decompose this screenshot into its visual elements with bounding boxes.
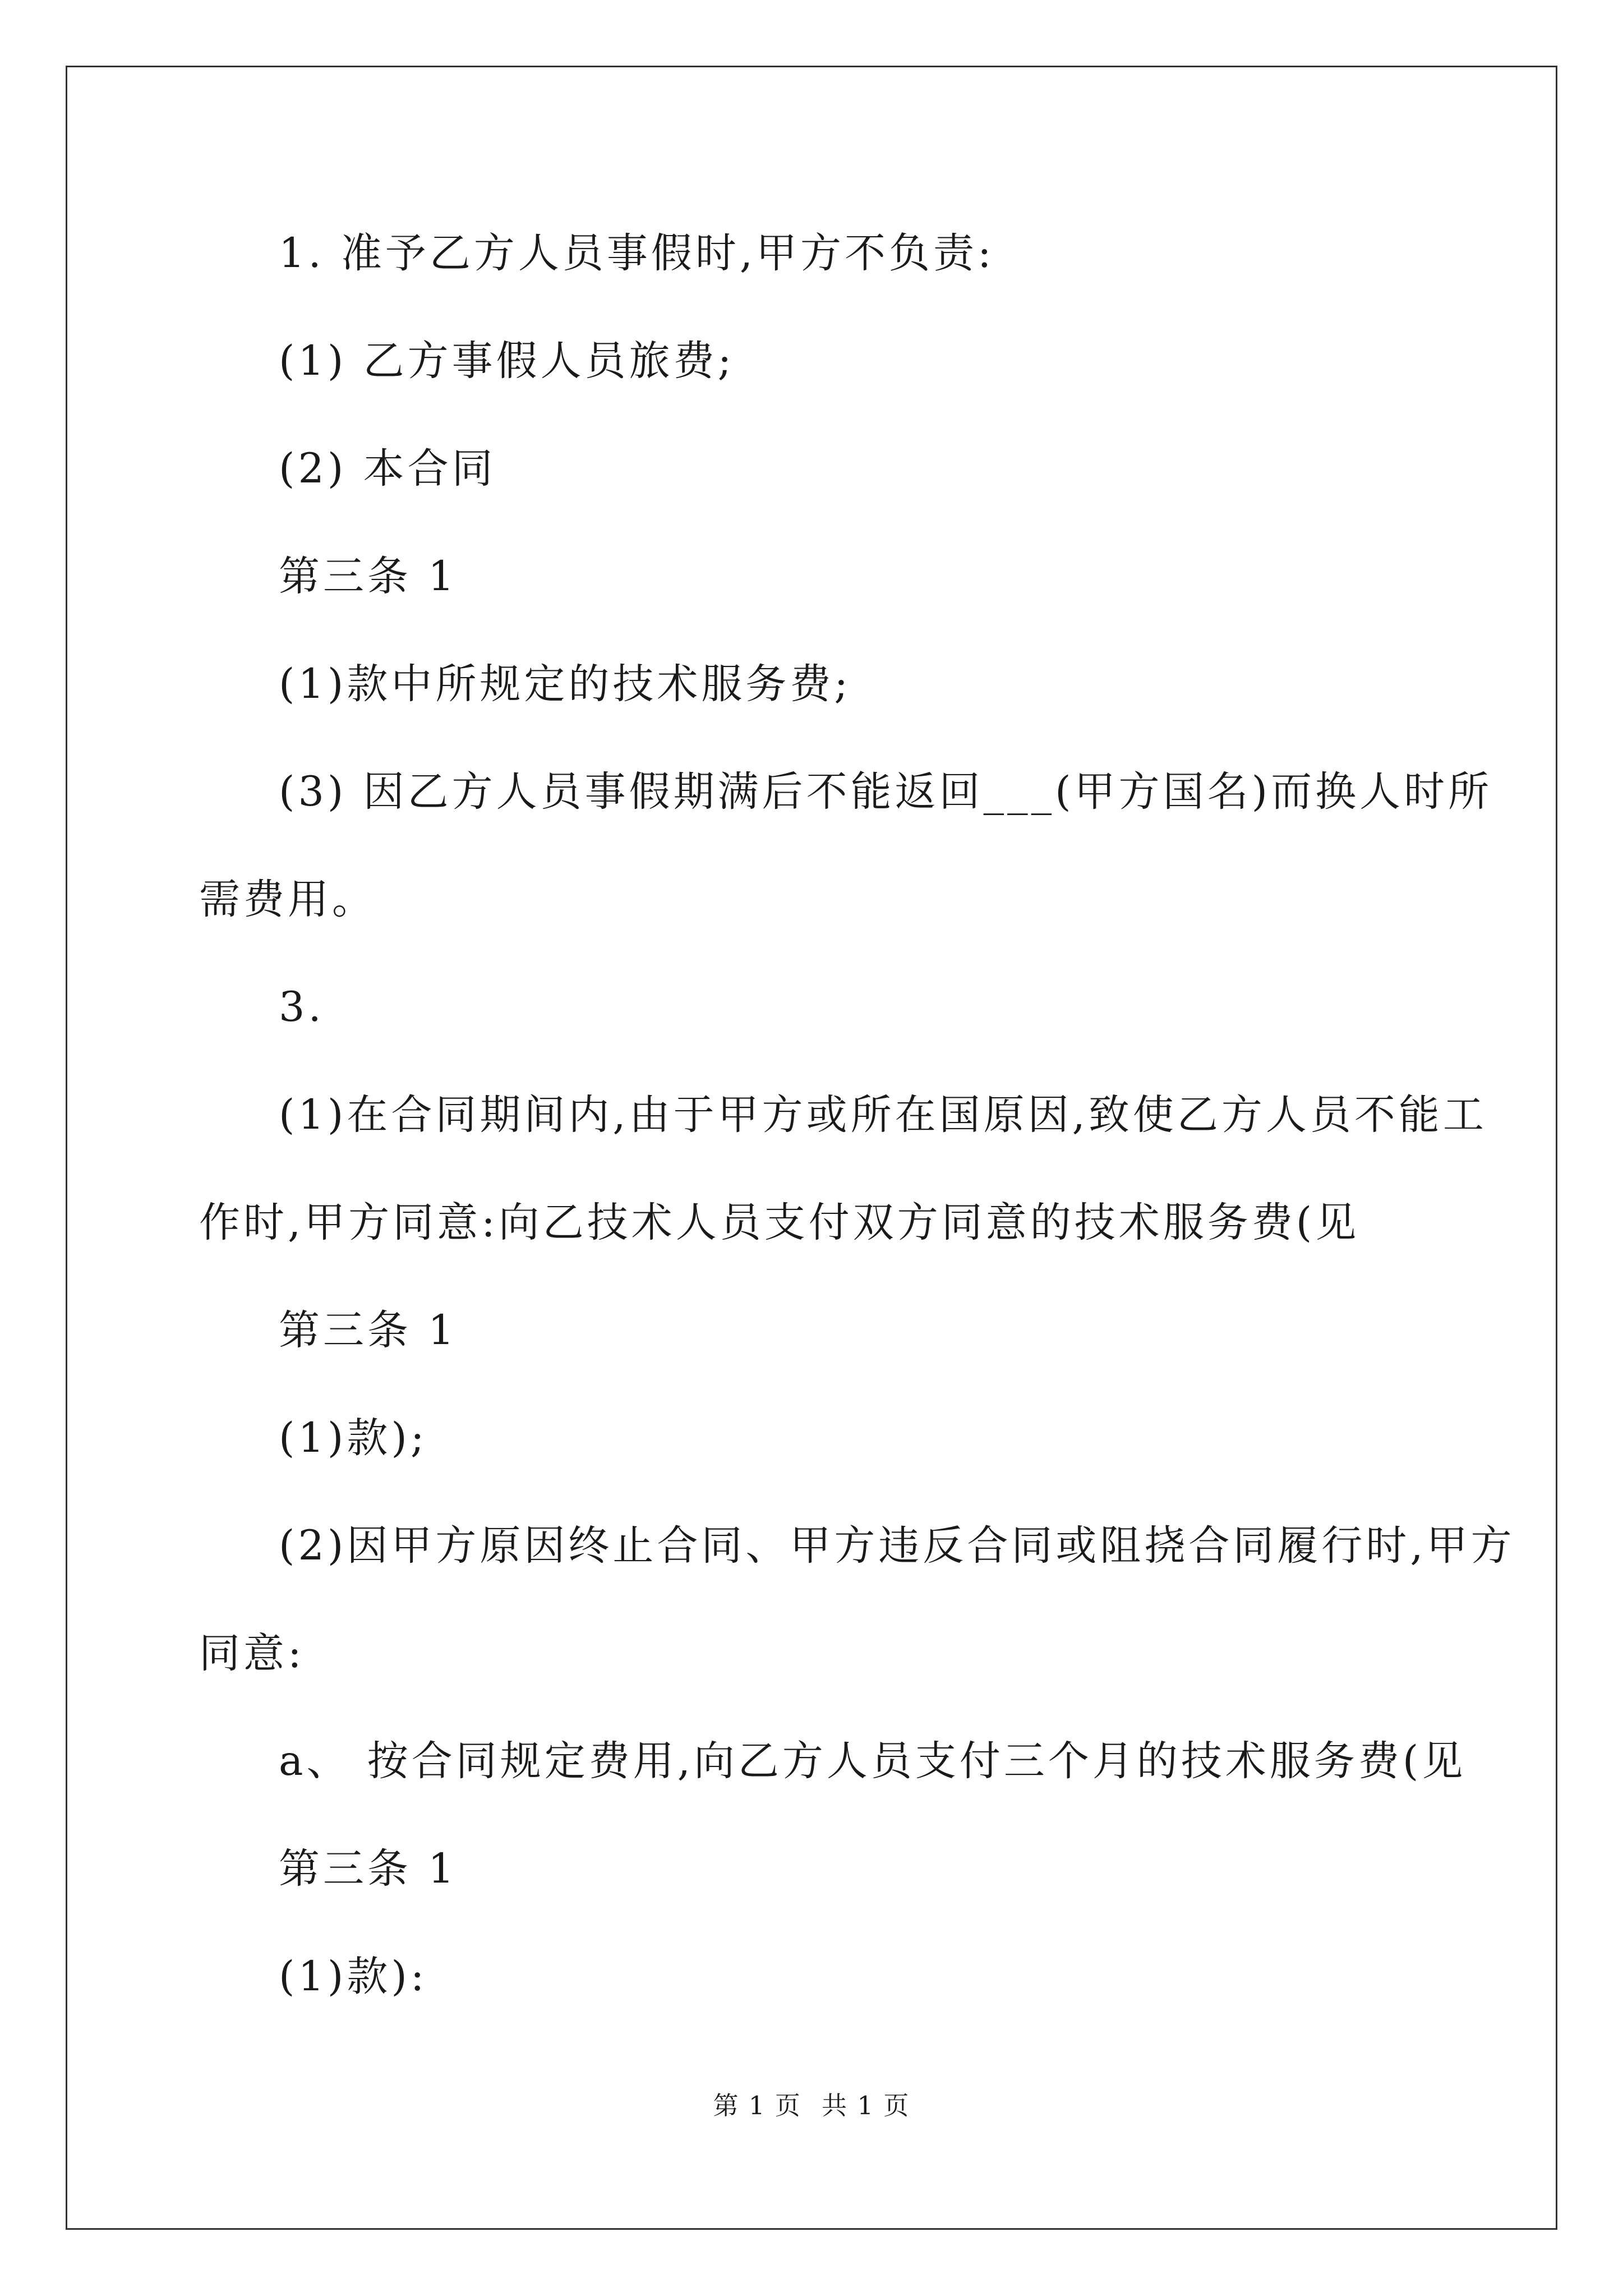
clause-1-item-1: (1) 乙方事假人员旅费; [279, 337, 735, 385]
article-reference: 第三条 1 [279, 553, 458, 600]
clause-3-item-1-end: (1)款); [279, 1414, 428, 1462]
clause-3-item-2-a-end: (1)款): [279, 1953, 428, 2000]
clause-1-item-2-cont: (1)款中所规定的技术服务费; [279, 660, 851, 708]
clause-3-item-2-a: a、 按合同规定费用,向乙方人员支付三个月的技术服务费(见 [279, 1737, 1467, 1785]
clause-1-item-3-cont: 需费用。 [199, 876, 376, 923]
clause-1-item-3: (3) 因乙方人员事假期满后不能返回___(甲方国名)而换人时所 [279, 768, 1493, 816]
clause-3-item-2-cont: 同意: [199, 1630, 305, 1677]
page-total: 共 1 页 [822, 2091, 910, 2120]
page-number: 第 1 页 [713, 2091, 801, 2120]
clause-3-heading: 3. [279, 983, 325, 1031]
page-border [66, 66, 1557, 2230]
clause-1-heading: 1. 准予乙方人员事假时,甲方不负责: [279, 229, 995, 277]
article-reference: 第三条 1 [279, 1306, 458, 1354]
article-reference: 第三条 1 [279, 1845, 458, 1893]
clause-3-item-2: (2)因甲方原因终止合同、甲方违反合同或阻挠合同履行时,甲方 [279, 1522, 1515, 1570]
clause-3-item-1-cont: 作时,甲方同意:向乙技术人员支付双方同意的技术服务费(见 [199, 1199, 1360, 1246]
page-footer [0, 2093, 1623, 2118]
clause-1-item-2: (2) 本合同 [279, 445, 496, 493]
clause-3-item-1: (1)在合同期间内,由于甲方或所在国原因,致使乙方人员不能工 [279, 1091, 1487, 1139]
